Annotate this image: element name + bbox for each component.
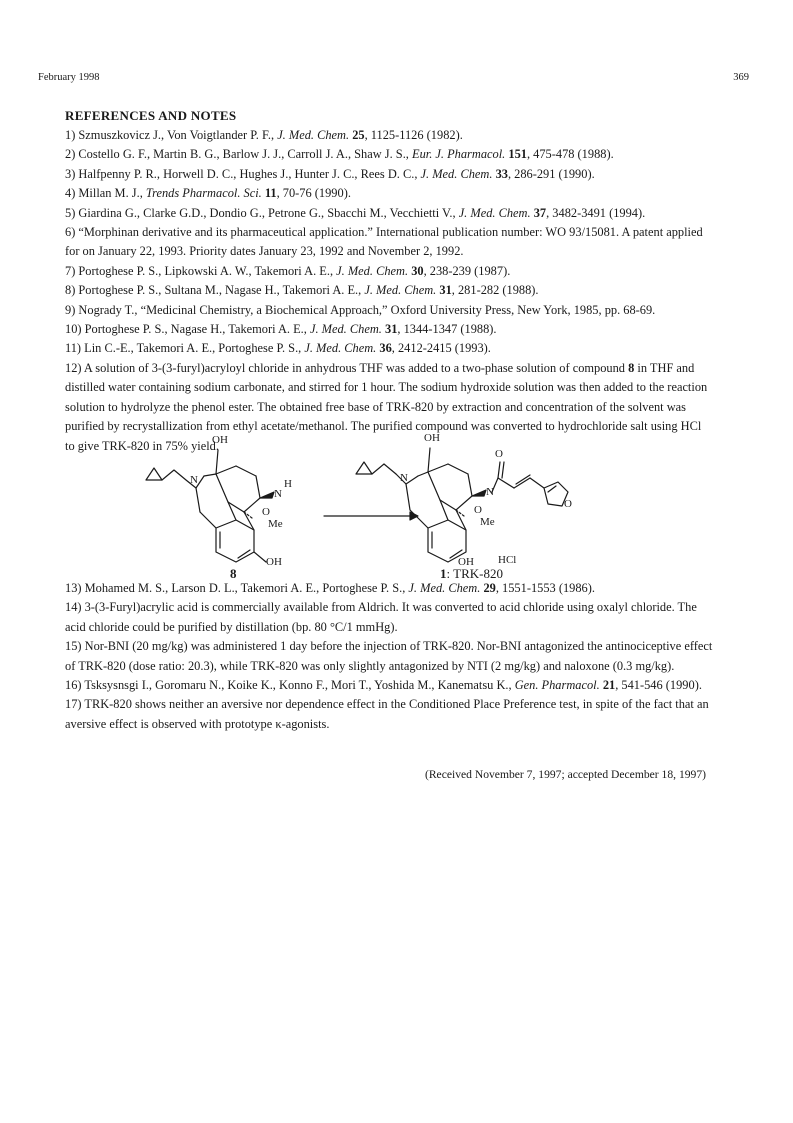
- label-n: N: [486, 486, 494, 498]
- reference-item-12: 12) A solution of 3-(3-furyl)acryloyl chloride in anhydrous THF was added to a two-phase solution of compound 8 in THF and distilled water containing sodium carbonate, and stirred for 1 hour. The sodium hydroxide solution was then added to the reaction solution to hydrolyze the phenol ester. The obtained free base of TRK-820 by extraction and concentration of the solvent was purified by recrystallization from ethyl acetate/methanol. The purified compound was converted to hydrochloride salt using HCl to give TRK-820 in 75% yield.: [65, 360, 708, 453]
- compound-label: 1: TRK-820: [440, 566, 503, 581]
- reference-item: 15) Nor-BNI (20 mg/kg) was administered 1 day before the injection of TRK-820. Nor-BNI antagonized the antinociceptive effect of TRK-820 (dose ratio: 20.3), while TRK-820 was only slightly antagonized by NTI (2 mg/kg) and naloxone (0.3 mg/kg).: [65, 639, 713, 673]
- label-oh: OH: [266, 556, 282, 568]
- compound-number: 8: [230, 566, 237, 581]
- label-oh: OH: [424, 432, 440, 444]
- label-hcl: HCl: [498, 554, 517, 566]
- reference-item: 11) Lin C.-E., Takemori A. E., Portoghese P. S., J. Med. Chem. 36, 2412-2415 (1993).: [65, 341, 491, 356]
- label-o: O: [262, 506, 270, 518]
- label-h: H: [284, 478, 292, 490]
- label-oh: OH: [458, 556, 474, 568]
- label-oh: OH: [212, 434, 228, 446]
- reference-item: 17) TRK-820 shows neither an aversive nor dependence effect in the Conditioned Place Preference test, in spite of the fact that an aversive effect is observed with prototype κ-agonists.: [65, 697, 709, 731]
- reference-item: 1) Szmuszkovicz J., Von Voigtlander P. F., J. Med. Chem. 25, 1125-1126 (1982).: [65, 128, 463, 142]
- reference-item: 9) Nogrady T., “Medicinal Chemistry, a Biochemical Approach,” Oxford University Press, New York, 1985, pp. 68-69.: [65, 302, 656, 317]
- reference-item: 10) Portoghese P. S., Nagase H., Takemori A. E., J. Med. Chem. 31, 1344-1347 (1988).: [65, 322, 497, 337]
- reference-list: [65, 579, 713, 734]
- structure-compound-1: [356, 448, 568, 562]
- label-me: Me: [480, 516, 495, 528]
- label-n: N: [274, 488, 282, 500]
- reference-item: 4) Millan M. J., Trends Pharmacol. Sci. 11, 70-76 (1990).: [65, 186, 351, 201]
- label-me: Me: [268, 518, 283, 530]
- reaction-scheme: [140, 432, 660, 580]
- compound-ref: 8: [628, 360, 635, 375]
- reference-list: [65, 126, 713, 456]
- structure-compound-8: [146, 450, 274, 562]
- section-title: REFERENCES AND NOTES: [65, 108, 237, 123]
- received-date: (Received November 7, 1997; accepted December 18, 1997): [424, 768, 706, 781]
- reference-item: 8) Portoghese P. S., Sultana M., Nagase H., Takemori A. E., J. Med. Chem. 31, 281-282 (1988).: [65, 283, 539, 298]
- label-n: N: [400, 472, 408, 484]
- header-date: February 1998: [38, 72, 100, 83]
- label-o: O: [495, 448, 503, 460]
- reference-item: 7) Portoghese P. S., Lipkowski A. W., Takemori A. E., J. Med. Chem. 30, 238-239 (1987).: [65, 263, 511, 278]
- label-o: O: [564, 498, 572, 510]
- reference-item: 5) Giardina G., Clarke G.D., Dondio G., Petrone G., Sbacchi M., Vecchietti V., J. Med. Chem. 37, 3482-3491 (1994).: [65, 205, 646, 220]
- page-number: 369: [733, 72, 749, 83]
- reference-item: 3) Halfpenny P. R., Horwell D. C., Hughes J., Hunter J. C., Rees D. C., J. Med. Chem. 33, 286-291 (1990).: [65, 166, 595, 181]
- reference-item: 6) “Morphinan derivative and its pharmaceutical application.” International publication number: WO 93/15081. A patent applied for on January 22, 1993. Priority dates January 23, 1992 and November 2, 1992.: [65, 225, 703, 259]
- reference-item: 16) Tsksysnsgi I., Goromaru N., Koike K., Konno F., Mori T., Yoshida M., Kanematsu K., Gen. Pharmacol. 21, 541-546 (1990).: [65, 678, 702, 693]
- label-n: N: [190, 474, 198, 486]
- reference-item: 2) Costello G. F., Martin B. G., Barlow J. J., Carroll J. A., Shaw J. S., Eur. J. Pharmacol. 151, 475-478 (1988).: [65, 147, 614, 162]
- reference-item: 13) Mohamed M. S., Larson D. L., Takemori A. E., Portoghese P. S., J. Med. Chem. 29, 1551-1553 (1986).: [65, 581, 595, 595]
- reaction-scheme-drawing: [140, 432, 660, 580]
- label-o: O: [474, 504, 482, 516]
- reference-item: 14) 3-(3-Furyl)acrylic acid is commercially available from Aldrich. It was converted to acid chloride using oxalyl chloride. The acid chloride could be purified by distillation (bp. 80 °C/1 mmHg).: [65, 600, 697, 634]
